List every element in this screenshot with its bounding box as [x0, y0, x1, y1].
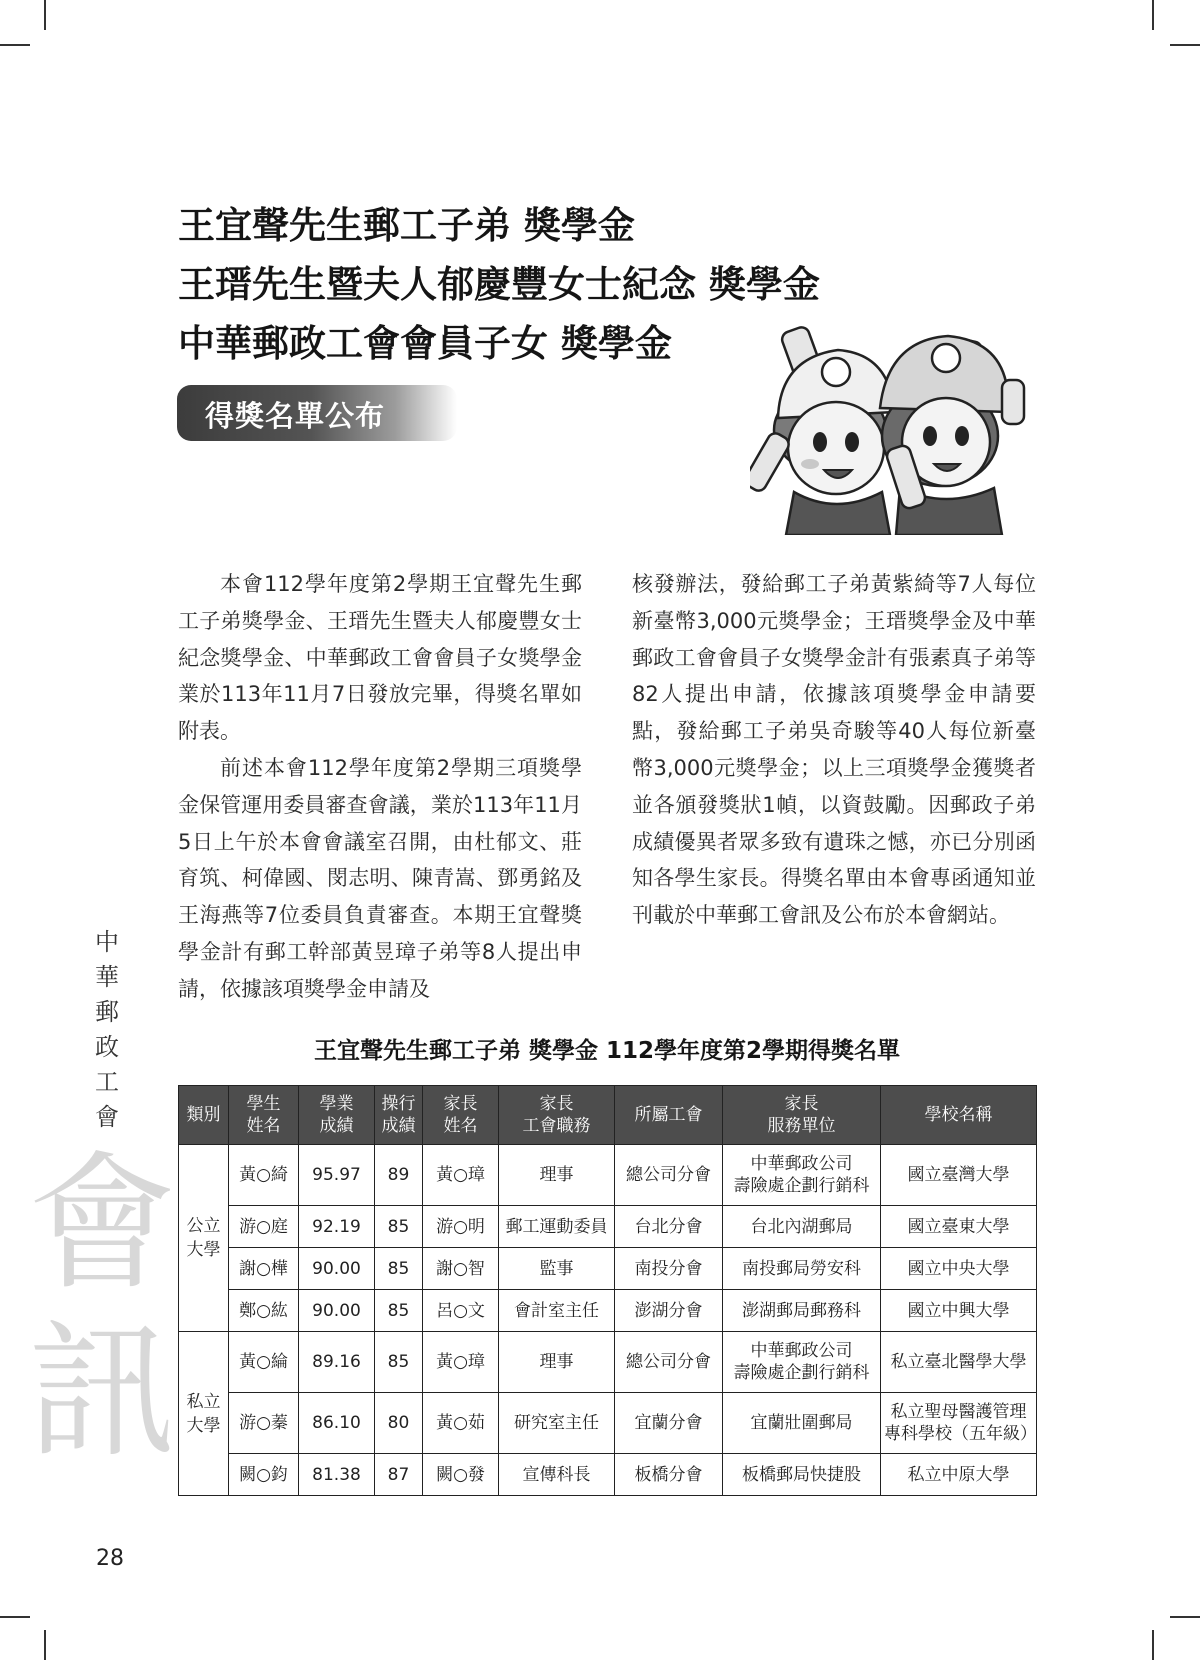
table-header-cell: 類別 — [179, 1086, 229, 1145]
academic-score-cell: 92.19 — [299, 1206, 375, 1248]
union-branch-cell: 宜蘭分會 — [615, 1393, 723, 1454]
title-line-3: 中華郵政工會會員子女 獎學金 — [178, 321, 672, 365]
parent-name-cell: 黃○璋 — [423, 1145, 499, 1206]
parent-role-cell: 理事 — [499, 1332, 615, 1393]
academic-score-cell: 90.00 — [299, 1290, 375, 1332]
workplace-cell: 板橋郵局快捷股 — [723, 1454, 881, 1496]
page-number: 28 — [96, 1546, 124, 1571]
workplace-cell: 宜蘭壯圍郵局 — [723, 1393, 881, 1454]
student-name-cell: 游○蓁 — [229, 1393, 299, 1454]
crop-mark — [44, 1630, 46, 1660]
school-name-cell: 私立中原大學 — [881, 1454, 1037, 1496]
student-name-cell: 黃○綸 — [229, 1332, 299, 1393]
school-name-cell: 國立臺東大學 — [881, 1206, 1037, 1248]
body-paragraph-1: 本會112學年度第2學期王宜聲先生郵工子弟獎學金、王瑨先生暨夫人郁慶豐女士紀念獎學金、中華郵政工會會員子女獎學金業於113年11月7日發放完畢，得獎名單如附表。 — [178, 572, 582, 744]
school-name-cell: 國立中央大學 — [881, 1248, 1037, 1290]
side-label: 中 華 郵 政 工 會 — [95, 928, 119, 1131]
category-cell: 公立 大學 — [179, 1145, 229, 1332]
table-header-cell: 家長 姓名 — [423, 1086, 499, 1145]
title-line-1: 王宜聲先生郵工子弟 獎學金 — [178, 203, 635, 247]
academic-score-cell: 90.00 — [299, 1248, 375, 1290]
table-header-cell: 家長 工會職務 — [499, 1086, 615, 1145]
section-banner — [177, 385, 457, 441]
category-cell: 私立 大學 — [179, 1332, 229, 1496]
conduct-score-cell: 80 — [375, 1393, 423, 1454]
workplace-cell: 澎湖郵局郵務科 — [723, 1290, 881, 1332]
table-header-cell: 學校名稱 — [881, 1086, 1037, 1145]
school-name-cell: 國立臺灣大學 — [881, 1145, 1037, 1206]
academic-score-cell: 81.38 — [299, 1454, 375, 1496]
student-name-cell: 黃○綺 — [229, 1145, 299, 1206]
table-header-cell: 家長 服務單位 — [723, 1086, 881, 1145]
table-row — [179, 1332, 1037, 1393]
body-paragraph-2-continued: 核發辦法，發給郵工子弟黃紫綺等7人每位新臺幣3,000元獎學金；王瑨獎學金及中華郵政工會會員子女獎學金計有張素真子弟等82人提出申請，依據該項獎學金申請要點，發給郵工子弟吳奇駿等40人每位新臺幣3,000元獎學金；以上三項獎學金獲獎者並各頒發獎狀1幀，以資鼓勵。因郵政子弟成績優異者眾多致有遺珠之憾，亦已分別函知各學生家長。得獎名單由本會專函通知並刊載於中華郵工會訊及公布於本會網站。 — [632, 572, 1036, 928]
academic-score-cell: 86.10 — [299, 1393, 375, 1454]
body-column-right — [632, 566, 1036, 934]
watermark: 會 訊 — [28, 1138, 176, 1478]
workplace-cell: 中華郵政公司 壽險處企劃行銷科 — [723, 1332, 881, 1393]
table-row — [179, 1206, 1037, 1248]
parent-role-cell: 郵工運動委員 — [499, 1206, 615, 1248]
student-name-cell: 謝○樺 — [229, 1248, 299, 1290]
union-branch-cell: 板橋分會 — [615, 1454, 723, 1496]
student-name-cell: 游○庭 — [229, 1206, 299, 1248]
workplace-cell: 台北內湖郵局 — [723, 1206, 881, 1248]
crop-mark — [1170, 44, 1200, 46]
table-header-row — [179, 1086, 1037, 1145]
parent-name-cell: 游○明 — [423, 1206, 499, 1248]
table-row — [179, 1393, 1037, 1454]
parent-role-cell: 會計室主任 — [499, 1290, 615, 1332]
table-row — [179, 1248, 1037, 1290]
parent-name-cell: 呂○文 — [423, 1290, 499, 1332]
parent-name-cell: 黃○璋 — [423, 1332, 499, 1393]
parent-role-cell: 研究室主任 — [499, 1393, 615, 1454]
parent-role-cell: 宣傳科長 — [499, 1454, 615, 1496]
table-row — [179, 1290, 1037, 1332]
parent-name-cell: 謝○智 — [423, 1248, 499, 1290]
parent-role-cell: 監事 — [499, 1248, 615, 1290]
conduct-score-cell: 85 — [375, 1248, 423, 1290]
table-header-cell: 學生 姓名 — [229, 1086, 299, 1145]
union-branch-cell: 總公司分會 — [615, 1145, 723, 1206]
crop-mark — [1152, 1630, 1154, 1660]
crop-mark — [1152, 0, 1154, 30]
crop-mark — [44, 0, 46, 30]
title-block — [178, 196, 820, 373]
mascot-illustration — [750, 320, 1050, 535]
parent-name-cell: 黃○茹 — [423, 1393, 499, 1454]
conduct-score-cell: 85 — [375, 1206, 423, 1248]
table-row — [179, 1145, 1037, 1206]
table-header-cell: 所屬工會 — [615, 1086, 723, 1145]
workplace-cell: 南投郵局勞安科 — [723, 1248, 881, 1290]
table-row — [179, 1454, 1037, 1496]
table-body — [179, 1145, 1037, 1496]
school-name-cell: 私立臺北醫學大學 — [881, 1332, 1037, 1393]
academic-score-cell: 89.16 — [299, 1332, 375, 1393]
parent-name-cell: 闕○發 — [423, 1454, 499, 1496]
union-branch-cell: 總公司分會 — [615, 1332, 723, 1393]
conduct-score-cell: 89 — [375, 1145, 423, 1206]
crop-mark — [0, 1616, 30, 1618]
union-branch-cell: 澎湖分會 — [615, 1290, 723, 1332]
crop-mark — [0, 44, 30, 46]
conduct-score-cell: 85 — [375, 1290, 423, 1332]
parent-role-cell: 理事 — [499, 1145, 615, 1206]
conduct-score-cell: 87 — [375, 1454, 423, 1496]
school-name-cell: 私立聖母醫護管理 專科學校（五年級） — [881, 1393, 1037, 1454]
union-branch-cell: 南投分會 — [615, 1248, 723, 1290]
student-name-cell: 闕○鈞 — [229, 1454, 299, 1496]
crop-mark — [1170, 1616, 1200, 1618]
body-column-left — [178, 566, 582, 1008]
academic-score-cell: 95.97 — [299, 1145, 375, 1206]
conduct-score-cell: 85 — [375, 1332, 423, 1393]
awards-table — [178, 1085, 1037, 1496]
workplace-cell: 中華郵政公司 壽險處企劃行銷科 — [723, 1145, 881, 1206]
title-line-2: 王瑨先生暨夫人郁慶豐女士紀念 獎學金 — [178, 262, 820, 306]
table-header-cell: 操行 成績 — [375, 1086, 423, 1145]
union-branch-cell: 台北分會 — [615, 1206, 723, 1248]
body-paragraph-2: 前述本會112學年度第2學期三項獎學金保管運用委員審查會議，業於113年11月5日上午於本會會議室召開，由杜郁文、莊育筑、柯偉國、閔志明、陳青嵩、鄧勇銘及王海燕等7位委員負責審查。本期王宜聲獎學金計有郵工幹部黃昱璋子弟等8人提出申請，依據該項獎學金申請及 — [178, 755, 582, 1001]
table-caption: 王宜聲先生郵工子弟 獎學金 112學年度第2學期得獎名單 — [313, 1038, 901, 1064]
student-name-cell: 鄭○紘 — [229, 1290, 299, 1332]
table-header-cell: 學業 成績 — [299, 1086, 375, 1145]
section-banner-label: 得獎名單公布 — [205, 399, 386, 433]
school-name-cell: 國立中興大學 — [881, 1290, 1037, 1332]
